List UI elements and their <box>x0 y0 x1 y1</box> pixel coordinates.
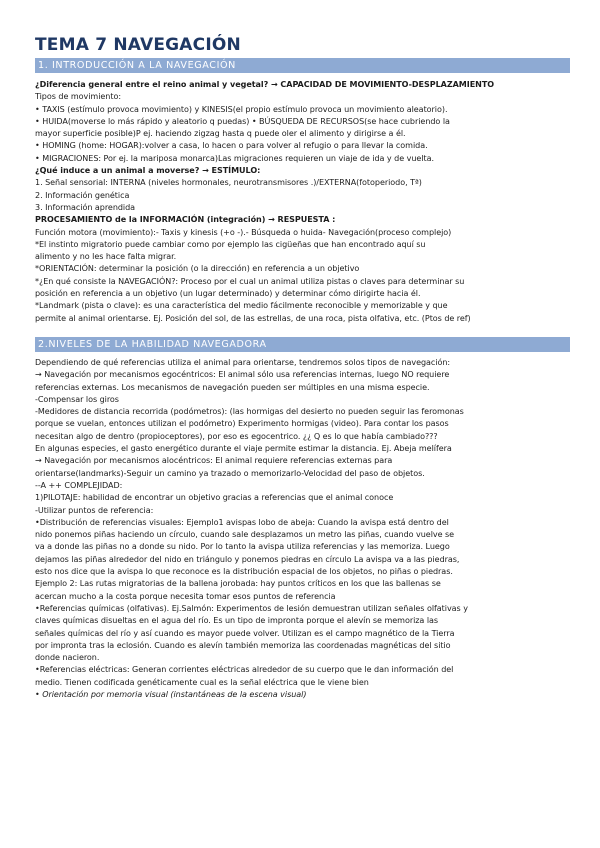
text-line: -Compensar los giros <box>35 394 119 404</box>
text-line: ¿Qué induce a un animal a moverse? → ESTÍMULO: <box>35 166 261 176</box>
text-line: ¿Diferencia general entre el reino animal y vegetal? → CAPACIDAD DE MOVIMIENTO-DESPLAZAMIENTO <box>35 80 495 89</box>
text-line: *ORIENTACIÓN: determinar la posición (o la dirección) en referencia a un objetivo <box>35 264 360 274</box>
text-line: necesitan algo de dentro (propioceptores), por eso es egocentrico. ¿¿ Q es lo que había cambiado??? <box>35 431 438 441</box>
text-line: • HUIDA(moverse lo más rápido y aleatorio q puedas) • BÚSQUEDA DE RECURSOS(se hace cubriendo la <box>35 116 450 126</box>
text-line: acercan mucho a la costa porque necesita tomar esos puntos de referencia <box>35 591 336 601</box>
text-line: Función motora (movimiento):- Taxis y kinesis (+o -).- Búsqueda o huida- Navegación(proceso complejo) <box>35 227 452 237</box>
document-title: TEMA 7 NAVEGACIÓN <box>35 35 241 55</box>
text-line: •Distribución de referencias visuales: Ejemplo1 avispas lobo de abeja: Cuando la avispa está dentro del <box>35 517 449 527</box>
text-line: • Orientación por memoria visual (instantáneas de la escena visual) <box>35 690 307 700</box>
text-line: • MIGRACIONES: Por ej. la mariposa monarca)Las migraciones requieren un viaje de ida y de vuelta. <box>35 153 434 163</box>
text-line: PROCESAMIENTO de la INFORMACIÓN (integración) → RESPUESTA : <box>35 215 336 225</box>
text-line: •Referencias eléctricas: Generan corrientes eléctricas alrededor de su cuerpo que le dan información del <box>35 665 454 675</box>
text-line: → Navegación por mecanismos alocéntricos: El animal requiere referencias externas para <box>35 456 393 466</box>
section-heading-2: 2.NIVELES DE LA HABILIDAD NAVEGADORA <box>35 337 570 352</box>
text-line: 3. Información aprendida <box>35 202 136 212</box>
text-line: dejamos las piñas alrededor del nido en triángulo y ponemos piedras en círculo La avispa va a las piedras, <box>35 554 460 564</box>
text-line: porque se vuelan, entonces utilizan el podómetro) Experimento hormigas (video). Para contar los pasos <box>35 419 449 429</box>
text-line: Tipos de movimiento: <box>35 92 121 102</box>
text-line: *El instinto migratorio puede cambiar como por ejemplo las cigüeñas que han encontrado aquí su <box>35 239 426 249</box>
text-line: •Referencias químicas (olfativas). Ej.Salmón: Experimentos de lesión demuestran utilizan señales olfativas y <box>35 603 468 613</box>
text-line: *¿En qué consiste la NAVEGACIÓN?: Proceso por el cual un animal utiliza pistas o claves para determinar su <box>35 276 465 286</box>
text-line: -Medidores de distancia recorrida (podómetros): (las hormigas del desierto no pueden seguir las feromonas <box>35 407 464 417</box>
text-line: medio. Tienen codificada genéticamente cual es la señal eléctrica que le viene bien <box>35 677 369 687</box>
text-line: nido ponemos piñas haciendo un círculo, cuando sale desplazamos un metro las piñas, cuando vuelve se <box>35 530 455 540</box>
section-heading-1: 1. INTRODUCCIÓN A LA NAVEGACIÓN <box>35 58 570 73</box>
text-line: mayor superficie posible)P ej. haciendo zigzag hasta q puede oler el alimento y dirigirse a él. <box>35 129 406 139</box>
text-line: Dependiendo de qué referencias utiliza el animal para orientarse, tendremos solos tipos de navegación: <box>35 358 451 367</box>
text-line: referencias externas. Los mecanismos de navegación pueden ser múltiples en una misma especie. <box>35 382 430 392</box>
text-line: orientarse(landmarks)-Seguir un camino ya trazado o memorizarlo-Velocidad del paso de objetos. <box>35 468 425 478</box>
text-line: • TAXIS (estímulo provoca movimiento) y KINESIS(el propio estímulo provoca un movimiento aleatorio). <box>35 104 448 114</box>
text-line: donde nacieron. <box>35 653 100 663</box>
text-line: señales químicas del río y así cuando es mayor puede volver. Utilizan es el campo magnético de la Tierra <box>35 628 455 638</box>
text-line: → Navegación por mecanismos egocéntricos: El animal sólo usa referencias internas, luego NO requiere <box>35 370 450 380</box>
text-line: alimento y no les hace falta migrar. <box>35 252 177 262</box>
text-line: va a donde las piñas no a donde su nido. Por lo tanto la avispa utiliza referencias y las memoriza. Luego <box>35 542 450 552</box>
text-line: permite al animal orientarse. Ej. Posición del sol, de las estrellas, de una roca, pista olfativa, etc. (Ptos de ref) <box>35 313 471 323</box>
text-line: claves químicas disueltas en el agua del río. Es un tipo de impronta porque el alevín se memoriza las <box>35 616 439 626</box>
text-line: 1)PILOTAJE: habilidad de encontrar un objetivo gracias a referencias que el animal conoce <box>35 493 394 503</box>
section-2-body <box>35 357 570 701</box>
text-line: por impronta tras la eclosión. Cuando es alevín también memoriza las coordenadas magnéticas del sitio <box>35 640 451 650</box>
text-line: 2. Información genética <box>35 190 130 200</box>
text-line: 1. Señal sensorial: INTERNA (niveles hormonales, neurotransmisores .)/EXTERNA(fotoperiodo, Tª) <box>35 178 422 188</box>
text-line: -Utilizar puntos de referencia: <box>35 505 154 515</box>
text-line: En algunas especies, el gasto energético durante el viaje permite estimar la distancia. Ej. Abeja melífera <box>35 444 452 454</box>
text-line: *Landmark (pista o clave): es una característica del medio fácilmente reconocible y memorizable y que <box>35 301 448 311</box>
text-line: Ejemplo 2: Las rutas migratorias de la ballena jorobada: hay puntos críticos en los que las ballenas se <box>35 579 441 589</box>
section-1-body <box>35 79 570 325</box>
text-line: --A ++ COMPLEJIDAD: <box>35 480 123 490</box>
text-line: • HOMING (home: HOGAR):volver a casa, lo hacen o para volver al refugio o para llevar la comida. <box>35 141 428 151</box>
text-line: posición en referencia a un objetivo (un lugar determinado) y determinar cómo dirigirte hacia él. <box>35 289 421 299</box>
text-line: esto nos dice que la avispa lo que reconoce es la distribución espacial de los objetos, no piñas o piedras. <box>35 567 453 577</box>
